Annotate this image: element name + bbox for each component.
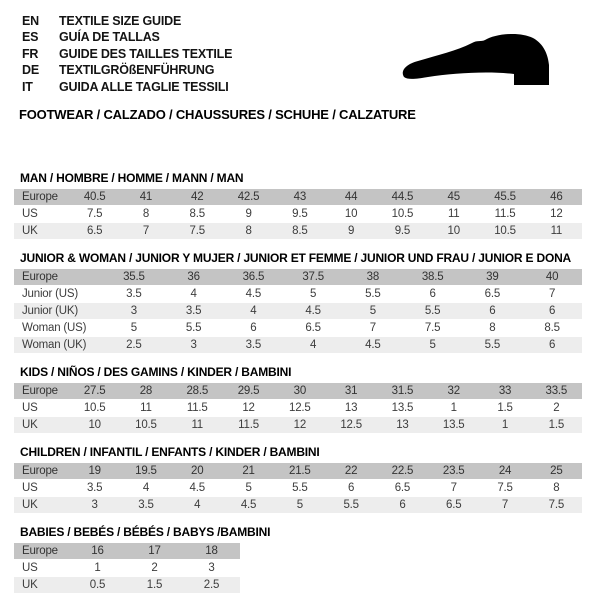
- size-value-cell: 36.5: [224, 269, 284, 286]
- table-header-row: [14, 463, 582, 480]
- size-value-cell: 8.5: [274, 223, 325, 240]
- size-value-cell: 8: [223, 223, 274, 240]
- size-value-cell: 3.5: [224, 337, 284, 354]
- category-heading: FOOTWEAR / CALZADO / CHAUSSURES / SCHUHE / CALZATURE: [19, 107, 416, 122]
- size-value-cell: 3: [183, 560, 240, 577]
- size-value-cell: 6: [522, 337, 582, 354]
- size-value-cell: 7.5: [69, 206, 120, 223]
- row-label-cell: Junior (US): [14, 286, 104, 303]
- language-code: ES: [22, 30, 39, 45]
- table-row: [14, 480, 582, 497]
- size-value-cell: 8: [463, 320, 523, 337]
- size-value-cell: 3.5: [164, 303, 224, 320]
- size-value-cell: 4.5: [172, 480, 223, 497]
- size-value-cell: 7: [479, 497, 530, 514]
- size-value-cell: 28.5: [172, 383, 223, 400]
- table-header-row: [14, 543, 240, 560]
- size-value-cell: 39: [463, 269, 523, 286]
- size-value-cell: 16: [69, 543, 126, 560]
- size-value-cell: 5: [283, 286, 343, 303]
- size-value-cell: 6: [403, 286, 463, 303]
- size-value-cell: 5.5: [274, 480, 325, 497]
- size-value-cell: 12: [223, 400, 274, 417]
- size-value-cell: 5.5: [325, 497, 376, 514]
- table-row: [14, 560, 240, 577]
- size-value-cell: 1.5: [531, 417, 582, 434]
- size-value-cell: 7.5: [531, 497, 582, 514]
- size-value-cell: 10: [69, 417, 120, 434]
- size-value-cell: 38.5: [403, 269, 463, 286]
- size-table-section: [14, 252, 582, 354]
- size-value-cell: 11.5: [479, 206, 530, 223]
- size-value-cell: 5.5: [164, 320, 224, 337]
- table-row: [14, 400, 582, 417]
- size-value-cell: 31.5: [377, 383, 428, 400]
- size-value-cell: 1.5: [126, 577, 183, 594]
- size-value-cell: 11.5: [172, 400, 223, 417]
- size-value-cell: 33.5: [531, 383, 582, 400]
- row-label-cell: UK: [14, 497, 69, 514]
- size-value-cell: 1: [428, 400, 479, 417]
- row-label-cell: US: [14, 560, 69, 577]
- size-value-cell: 42.5: [223, 189, 274, 206]
- size-value-cell: 4: [172, 497, 223, 514]
- size-value-cell: 32: [428, 383, 479, 400]
- language-label: TEXTILGRÖßENFÜHRUNG: [59, 63, 215, 78]
- size-value-cell: 5.5: [343, 286, 403, 303]
- size-value-cell: 13: [325, 400, 376, 417]
- size-value-cell: 4.5: [223, 497, 274, 514]
- row-label-cell: Europe: [14, 269, 104, 286]
- size-value-cell: 2: [126, 560, 183, 577]
- size-value-cell: 1: [479, 417, 530, 434]
- size-value-cell: 35.5: [104, 269, 164, 286]
- size-value-cell: 12: [274, 417, 325, 434]
- table-header-row: [14, 269, 582, 286]
- size-value-cell: 4.5: [224, 286, 284, 303]
- size-value-cell: 8: [531, 480, 582, 497]
- size-value-cell: 1: [69, 560, 126, 577]
- size-value-cell: 4: [164, 286, 224, 303]
- size-value-cell: 4: [224, 303, 284, 320]
- row-label-cell: Europe: [14, 383, 69, 400]
- size-value-cell: 9.5: [274, 206, 325, 223]
- size-value-cell: 6.5: [463, 286, 523, 303]
- size-value-cell: 21: [223, 463, 274, 480]
- size-value-cell: 40: [522, 269, 582, 286]
- size-value-cell: 11.5: [223, 417, 274, 434]
- size-value-cell: 29.5: [223, 383, 274, 400]
- size-value-cell: 17: [126, 543, 183, 560]
- size-value-cell: 18: [183, 543, 240, 560]
- size-value-cell: 7: [428, 480, 479, 497]
- size-value-cell: 19: [69, 463, 120, 480]
- size-value-cell: 45.5: [479, 189, 530, 206]
- size-value-cell: 37.5: [283, 269, 343, 286]
- size-value-cell: 43: [274, 189, 325, 206]
- size-value-cell: 5: [274, 497, 325, 514]
- size-value-cell: 13: [377, 417, 428, 434]
- size-value-cell: 11: [428, 206, 479, 223]
- language-label: GUIDA ALLE TAGLIE TESSILI: [59, 79, 229, 94]
- section-title: BABIES / BEBÉS / BÉBÉS / BABYS /BAMBINI: [20, 525, 271, 539]
- size-value-cell: 3.5: [69, 480, 120, 497]
- size-value-cell: 6.5: [428, 497, 479, 514]
- table-header-row: [14, 189, 582, 206]
- size-value-cell: 3: [164, 337, 224, 354]
- size-value-cell: 12.5: [274, 400, 325, 417]
- size-value-cell: 4: [120, 480, 171, 497]
- size-value-cell: 25: [531, 463, 582, 480]
- size-value-cell: 9: [325, 223, 376, 240]
- size-value-cell: 10: [428, 223, 479, 240]
- size-value-cell: 5: [104, 320, 164, 337]
- row-label-cell: Europe: [14, 463, 69, 480]
- table-row: [14, 303, 582, 320]
- size-value-cell: 11: [172, 417, 223, 434]
- size-value-cell: 3: [104, 303, 164, 320]
- language-code: FR: [22, 46, 39, 61]
- size-value-cell: 40.5: [69, 189, 120, 206]
- table-row: [14, 337, 582, 354]
- row-label-cell: UK: [14, 223, 69, 240]
- dress-shoe-icon: [398, 33, 578, 95]
- size-value-cell: 38: [343, 269, 403, 286]
- size-value-cell: 27.5: [69, 383, 120, 400]
- size-table: [14, 189, 582, 240]
- size-table-section: [14, 526, 582, 594]
- size-value-cell: 44: [325, 189, 376, 206]
- table-row: [14, 417, 582, 434]
- size-value-cell: 23.5: [428, 463, 479, 480]
- language-code: EN: [22, 14, 39, 28]
- size-table-section: [14, 366, 582, 434]
- size-value-cell: 20: [172, 463, 223, 480]
- size-value-cell: 10.5: [120, 417, 171, 434]
- size-value-cell: 42: [172, 189, 223, 206]
- section-title: MAN / HOMBRE / HOMME / MANN / MAN: [20, 171, 244, 185]
- row-label-cell: US: [14, 206, 69, 223]
- size-value-cell: 2.5: [183, 577, 240, 594]
- size-value-cell: 13.5: [377, 400, 428, 417]
- language-label: TEXTILE SIZE GUIDE: [59, 14, 182, 28]
- size-value-cell: 6: [224, 320, 284, 337]
- size-value-cell: 41: [120, 189, 171, 206]
- document-header: [0, 0, 600, 95]
- size-value-cell: 4.5: [343, 337, 403, 354]
- language-label: GUIDE DES TAILLES TEXTILE: [59, 46, 233, 61]
- table-row: [14, 223, 582, 240]
- size-value-cell: 4.5: [283, 303, 343, 320]
- size-value-cell: 6: [522, 303, 582, 320]
- size-value-cell: 6: [463, 303, 523, 320]
- table-row: [14, 206, 582, 223]
- language-label: GUÍA DE TALLAS: [59, 30, 160, 45]
- section-title: JUNIOR & WOMAN / JUNIOR Y MUJER / JUNIOR ET FEMME / JUNIOR UND FRAU / JUNIOR E DONA: [20, 251, 572, 265]
- size-value-cell: 19.5: [120, 463, 171, 480]
- size-value-cell: 33: [479, 383, 530, 400]
- size-value-cell: 4: [283, 337, 343, 354]
- section-title: CHILDREN / INFANTIL / ENFANTS / KINDER / BAMBINI: [20, 445, 320, 459]
- size-value-cell: 12: [531, 206, 582, 223]
- row-label-cell: US: [14, 400, 69, 417]
- size-table-section: [14, 446, 582, 514]
- size-value-cell: 44.5: [377, 189, 428, 206]
- size-value-cell: 6.5: [69, 223, 120, 240]
- table-header-row: [14, 383, 582, 400]
- size-value-cell: 28: [120, 383, 171, 400]
- row-label-cell: US: [14, 480, 69, 497]
- language-code: DE: [22, 63, 39, 78]
- size-value-cell: 5.5: [463, 337, 523, 354]
- size-value-cell: 12.5: [325, 417, 376, 434]
- section-title: KIDS / NIÑOS / DES GAMINS / KINDER / BAMBINI: [20, 365, 292, 379]
- size-value-cell: 2.5: [104, 337, 164, 354]
- size-value-cell: 3.5: [120, 497, 171, 514]
- size-value-cell: 1.5: [479, 400, 530, 417]
- size-value-cell: 7: [343, 320, 403, 337]
- size-table: [14, 269, 582, 354]
- size-value-cell: 7.5: [479, 480, 530, 497]
- size-table: [14, 543, 240, 594]
- size-value-cell: 7: [522, 286, 582, 303]
- size-value-cell: 10.5: [377, 206, 428, 223]
- language-row: [22, 13, 600, 29]
- size-value-cell: 6.5: [283, 320, 343, 337]
- size-value-cell: 8.5: [172, 206, 223, 223]
- row-label-cell: UK: [14, 417, 69, 434]
- size-value-cell: 0.5: [69, 577, 126, 594]
- size-value-cell: 5: [343, 303, 403, 320]
- size-value-cell: 13.5: [428, 417, 479, 434]
- size-value-cell: 6.5: [377, 480, 428, 497]
- size-value-cell: 10.5: [479, 223, 530, 240]
- size-value-cell: 11: [531, 223, 582, 240]
- size-value-cell: 36: [164, 269, 224, 286]
- size-value-cell: 6: [377, 497, 428, 514]
- size-value-cell: 5: [403, 337, 463, 354]
- size-value-cell: 22.5: [377, 463, 428, 480]
- language-code: IT: [22, 79, 33, 94]
- size-value-cell: 21.5: [274, 463, 325, 480]
- row-label-cell: Woman (UK): [14, 337, 104, 354]
- size-value-cell: 7: [120, 223, 171, 240]
- size-value-cell: 10.5: [69, 400, 120, 417]
- size-tables-container: [14, 172, 582, 594]
- size-table: [14, 463, 582, 514]
- row-label-cell: Europe: [14, 543, 69, 560]
- size-value-cell: 9.5: [377, 223, 428, 240]
- size-value-cell: 24: [479, 463, 530, 480]
- size-value-cell: 9: [223, 206, 274, 223]
- size-value-cell: 11: [120, 400, 171, 417]
- size-value-cell: 2: [531, 400, 582, 417]
- size-value-cell: 5: [223, 480, 274, 497]
- table-row: [14, 497, 582, 514]
- size-value-cell: 3.5: [104, 286, 164, 303]
- size-value-cell: 5.5: [403, 303, 463, 320]
- size-value-cell: 31: [325, 383, 376, 400]
- size-value-cell: 46: [531, 189, 582, 206]
- size-value-cell: 30: [274, 383, 325, 400]
- size-table: [14, 383, 582, 434]
- size-value-cell: 45: [428, 189, 479, 206]
- row-label-cell: Woman (US): [14, 320, 104, 337]
- size-table-section: [14, 172, 582, 240]
- table-row: [14, 320, 582, 337]
- row-label-cell: Europe: [14, 189, 69, 206]
- size-value-cell: 8: [120, 206, 171, 223]
- row-label-cell: Junior (UK): [14, 303, 104, 320]
- size-value-cell: 3: [69, 497, 120, 514]
- size-value-cell: 7.5: [172, 223, 223, 240]
- size-value-cell: 22: [325, 463, 376, 480]
- size-value-cell: 6: [325, 480, 376, 497]
- table-row: [14, 577, 240, 594]
- size-value-cell: 8.5: [522, 320, 582, 337]
- size-value-cell: 7.5: [403, 320, 463, 337]
- row-label-cell: UK: [14, 577, 69, 594]
- table-row: [14, 286, 582, 303]
- size-value-cell: 10: [325, 206, 376, 223]
